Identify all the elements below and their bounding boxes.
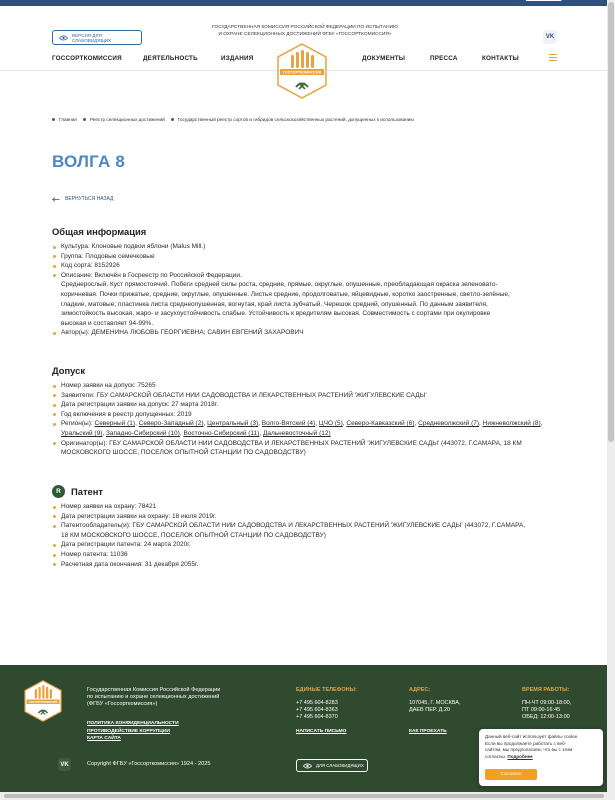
list-item: Группа: Плодовые семечковые bbox=[52, 252, 554, 262]
phone-number[interactable]: +7 495 604-8363 bbox=[296, 707, 338, 713]
nav-item-documents[interactable]: ДОКУМЕНТЫ bbox=[362, 55, 406, 62]
address-text bbox=[409, 700, 461, 714]
write-letter-link[interactable]: НАПИСАТЬ ПИСЬМО bbox=[296, 729, 347, 734]
vision-impaired-button[interactable] bbox=[52, 30, 142, 45]
breadcrumb-label: Реестр селекционных достижений bbox=[89, 116, 165, 122]
list-item: Описание: Включён в Госреестр по Российской Федерации. bbox=[52, 271, 554, 281]
hours-title: ВРЕМЯ РАБОТЫ: bbox=[522, 687, 570, 693]
region-link[interactable]: Дальневосточный (12) bbox=[262, 429, 331, 437]
bullet-icon bbox=[52, 118, 55, 121]
arrow-left-icon bbox=[52, 197, 60, 202]
horizontal-scrollbar[interactable] bbox=[0, 792, 615, 800]
patent-list bbox=[52, 502, 554, 569]
address-title: АДРЕС: bbox=[409, 687, 431, 693]
patent-title-label: Патент bbox=[71, 486, 104, 497]
cookie-details-link[interactable]: Подробнее bbox=[507, 753, 533, 759]
region-link[interactable]: Уральский (9) bbox=[61, 429, 103, 437]
cookie-line: Если вы продолжаете работать с веб- bbox=[485, 740, 567, 746]
vk-label: VK bbox=[545, 34, 555, 40]
region-link[interactable]: Северо-Западный (2) bbox=[138, 420, 204, 428]
sitemap-link[interactable]: КАРТА САЙТА bbox=[87, 736, 121, 741]
list-item: Номер заявки на допуск: 75265 bbox=[52, 381, 554, 391]
anti-corruption-link[interactable]: ПРОТИВОДЕЙСТВИЕ КОРРУПЦИИ bbox=[87, 728, 170, 734]
region-link[interactable]: Западно-Сибирский (10) bbox=[105, 429, 180, 437]
nav-item-contacts[interactable]: КОНТАКТЫ bbox=[482, 55, 519, 62]
footer-vision-label: ДЛЯ СЛАБОВИДЯЩИХ bbox=[316, 763, 364, 768]
list-item: Патентообладатель(и): ГБУ САМАРСКОЙ ОБЛАСТИ НИИ САДОВОДСТВА И ЛЕКАРСТВЕННЫХ РАСТЕНИЙ 'ЖИГУЛЕВСКИЕ САДЫ' (443072, Г.САМАРА, bbox=[52, 521, 554, 531]
org-title-line: ГОСУДАРСТВЕННАЯ КОМИССИЯ РОССИЙСКОЙ ФЕДЕРАЦИИ ПО ИСПЫТАНИЮ bbox=[212, 25, 398, 30]
breadcrumb-label: Главная bbox=[59, 116, 77, 122]
footer-org-name bbox=[87, 687, 247, 708]
description-line: коричневая. Почки прижатые, средние, округлые, опушенные. Листья средние, продолговатые, яйцевидные, коротко заостренные, светло-зелёные, bbox=[61, 290, 510, 298]
certificate-warning-message bbox=[92, 0, 524, 1]
footer-vk-icon[interactable] bbox=[58, 758, 71, 771]
cookie-line: Данный веб-сайт использует файлы cookie. bbox=[485, 734, 579, 739]
address-line: ДАЕВ ПЕР. Д.20 bbox=[409, 707, 450, 713]
bullet-icon bbox=[83, 118, 86, 121]
region-link[interactable]: ЦЧО (5) bbox=[318, 420, 343, 428]
footer-links bbox=[87, 721, 179, 741]
certificate-warning-text bbox=[92, 0, 561, 1]
hours-line: ОБЕД: 12:00-13:00 bbox=[522, 714, 570, 720]
nav-item-publications[interactable]: ИЗДАНИЯ bbox=[221, 55, 254, 62]
hours-line: ПН-ЧТ 09:00-18:00, bbox=[522, 700, 572, 706]
cookie-accept-button[interactable]: Согласен bbox=[485, 769, 537, 780]
cookie-line: сайтом, мы предполагаем, что вы с этим bbox=[485, 747, 573, 752]
description-line: гладкие, матовые; пластинка листа среднеопушенная, вогнутая, край листа зубчатый. Черешок средний, опушенный. По данным заявителя, bbox=[61, 300, 488, 308]
list-item: Дата регистрации патента: 24 марта 2020г. bbox=[52, 540, 554, 550]
copyright: Copyright ФГБУ «Госсорткомиссия» 1924 - 2025 bbox=[87, 761, 211, 767]
page-title: ВОЛГА 8 bbox=[52, 152, 126, 171]
description-line: зимостойкость высокая, жаро- и засухоустойчивость слабые. Устойчивость к вредителям высокая. Совместимость с сортами при окулировке bbox=[61, 310, 491, 318]
region-link[interactable]: Волго-Вятский (4) bbox=[261, 420, 316, 428]
org-title-line: И ОХРАНЕ СЕЛЕКЦИОННЫХ ДОСТИЖЕНИЙ ФГБУ «ГОССОРТКОМИССИЯ» bbox=[218, 31, 392, 37]
footer-vision-button[interactable] bbox=[296, 759, 368, 772]
privacy-policy-link[interactable]: ПОЛИТИКА КОНФИДЕНЦИАЛЬНОСТИ bbox=[87, 721, 179, 726]
cookie-line: согласны. bbox=[485, 753, 507, 759]
vision-impaired-label: ВЕРСИЯ ДЛЯ СЛАБОВИДЯЩИХ bbox=[72, 32, 112, 43]
phone-number[interactable]: +7 495 604-8370 bbox=[296, 714, 338, 720]
vertical-scrollbar-thumb[interactable] bbox=[608, 2, 614, 442]
hours-text bbox=[522, 700, 571, 721]
phone-number[interactable]: +7 495 604-8283 bbox=[296, 700, 338, 706]
phones-list bbox=[296, 700, 338, 721]
breadcrumb-item-home[interactable] bbox=[52, 117, 77, 122]
org-title bbox=[195, 25, 415, 38]
directions-link[interactable]: КАК ПРОЕХАТЬ bbox=[409, 729, 447, 734]
cookie-text bbox=[485, 734, 597, 760]
menu-burger-icon[interactable] bbox=[549, 54, 557, 61]
list-item: Оригинатор(ы): ГБУ САМАРСКОЙ ОБЛАСТИ НИИ САДОВОДСТВА И ЛЕКАРСТВЕННЫХ РАСТЕНИЙ 'ЖИГУЛЕВСКИЕ САДЫ' (443072, Г.САМАРА, 18 КМ bbox=[52, 439, 554, 449]
region-link[interactable]: Нижневолжский (8) bbox=[482, 420, 541, 428]
breadcrumb-item-registry[interactable] bbox=[83, 117, 165, 122]
nav-item-press[interactable]: ПРЕССА bbox=[430, 55, 458, 62]
general-info-title: Общая информация bbox=[52, 226, 147, 237]
list-item: Код сорта: 8152926 bbox=[52, 261, 554, 271]
vertical-scrollbar[interactable] bbox=[607, 0, 615, 792]
footer-org-line: по испытанию и охране селекционных достижений bbox=[87, 694, 220, 700]
region-link[interactable]: Восточно-Сибирский (11) bbox=[183, 429, 260, 437]
patent-title bbox=[52, 485, 103, 498]
nav-item-gossortkomissiya[interactable]: ГОССОРТКОМИССИЯ bbox=[52, 55, 122, 62]
general-info-list bbox=[52, 242, 554, 338]
list-item: Год включения в реестр допущенных: 2019 bbox=[52, 410, 554, 420]
holders-line: 18 КМ МОСКОВСКОГО ШОССЕ, ПОСЕЛОК ОПЫТНОЙ СТАНЦИИ ПО САДОВОДСТВУ) bbox=[61, 531, 326, 539]
list-item: Заявители: ГБУ САМАРСКОЙ ОБЛАСТИ НИИ САДОВОДСТВА И ЛЕКАРСТВЕННЫХ РАСТЕНИЙ 'ЖИГУЛЕВСКИЕ САДЫ' bbox=[52, 391, 554, 401]
vk-icon[interactable] bbox=[543, 30, 557, 44]
horizontal-scrollbar-thumb[interactable] bbox=[4, 794, 604, 798]
list-item: Номер патента: 11036 bbox=[52, 550, 554, 560]
eye-icon bbox=[59, 35, 68, 41]
region-link[interactable]: Северный (1) bbox=[94, 420, 136, 428]
bullet-icon bbox=[171, 118, 174, 121]
hours-line: ПТ 09:00-16:45 bbox=[522, 707, 561, 713]
logo-text: ГОССОРТКОМИССИЯ bbox=[282, 70, 322, 75]
description-line: Среднерослый. Куст прямостоячий. Побеги средней силы роста, средние, прямые, округлые, опушенные, преобладающая окраска зеленовато- bbox=[61, 281, 498, 289]
footer-logo[interactable] bbox=[22, 680, 64, 722]
list-item: Дата регистрации заявки на допуск: 27 марта 2018г. bbox=[52, 400, 554, 410]
originator-line: МОСКОВСКОГО ШОССЕ, ПОСЕЛОК ОПЫТНОЙ СТАНЦИИ ПО САДОВОДСТВУ) bbox=[61, 449, 306, 457]
registered-icon: R bbox=[52, 485, 65, 498]
footer-org-line: (ФГБУ «Госсорткомиссия») bbox=[87, 701, 158, 707]
footer-org-line: Государственная Комиссия Российской Федерации bbox=[87, 687, 221, 693]
list-item: Номер заявки на охрану: 78421 bbox=[52, 502, 554, 512]
back-link[interactable] bbox=[52, 196, 113, 202]
region-link[interactable]: Средневолжский (7) bbox=[418, 420, 480, 428]
breadcrumb-item-state-registry[interactable] bbox=[171, 117, 414, 122]
description-line: высокая и составляет 94-99%. bbox=[61, 319, 154, 327]
admission-list bbox=[52, 381, 554, 458]
phones-title: ЕДИНЫЕ ТЕЛЕФОНЫ: bbox=[296, 687, 357, 693]
breadcrumb-label: Государственный реестр сортов и гибридов сельскохозяйственных растений, допущенных к использованию bbox=[177, 116, 414, 122]
region-link[interactable]: Центральный (3) bbox=[207, 420, 259, 428]
footer-vk-label: VK bbox=[60, 761, 69, 768]
breadcrumb bbox=[52, 115, 420, 123]
list-item: Расчетная дата окончания: 31 декабря 2055г. bbox=[52, 560, 554, 570]
certificate-warning-link[interactable] bbox=[526, 0, 561, 1]
regions-item: Регион(ы): Северный (1), Северо-Западный (2), Центральный (3), Волго-Вятский (4), ЦЧО (5), Северо-Кавказский (6), Средневолжский (7), Нижневолжский (8), Уральский (9), Западно-Сибирский (10), Восточно-Сибирский (11), Дальневосточный (12) bbox=[52, 419, 554, 438]
cookie-notice bbox=[479, 729, 603, 786]
admission-title: Допуск bbox=[52, 365, 86, 376]
region-link[interactable]: Северо-Кавказский (6) bbox=[346, 420, 415, 428]
site-logo[interactable] bbox=[274, 43, 330, 99]
footer-logo-text: ГОССОРТКОМИССИЯ bbox=[28, 700, 58, 704]
address-line: 107045, Г. МОСКВА, bbox=[409, 700, 461, 706]
regions-label: Регион(ы): bbox=[61, 420, 93, 428]
list-item: Культура: Клоновые подвои яблони (Malus Mill.) bbox=[52, 242, 554, 252]
list-item: Автор(ы): ДЕМЕНИНА ЛЮБОВЬ ГЕОРГИЕВНА; САВИН ЕВГЕНИЙ ЗАХАРОВИЧ bbox=[52, 328, 554, 338]
eye-icon bbox=[303, 763, 312, 769]
nav-item-activity[interactable]: ДЕЯТЕЛЬНОСТЬ bbox=[143, 55, 198, 62]
list-item: Дата регистрации заявки на охрану: 18 июля 2019г. bbox=[52, 512, 554, 522]
back-link-label: ВЕРНУТЬСЯ НАЗАД bbox=[65, 196, 114, 202]
